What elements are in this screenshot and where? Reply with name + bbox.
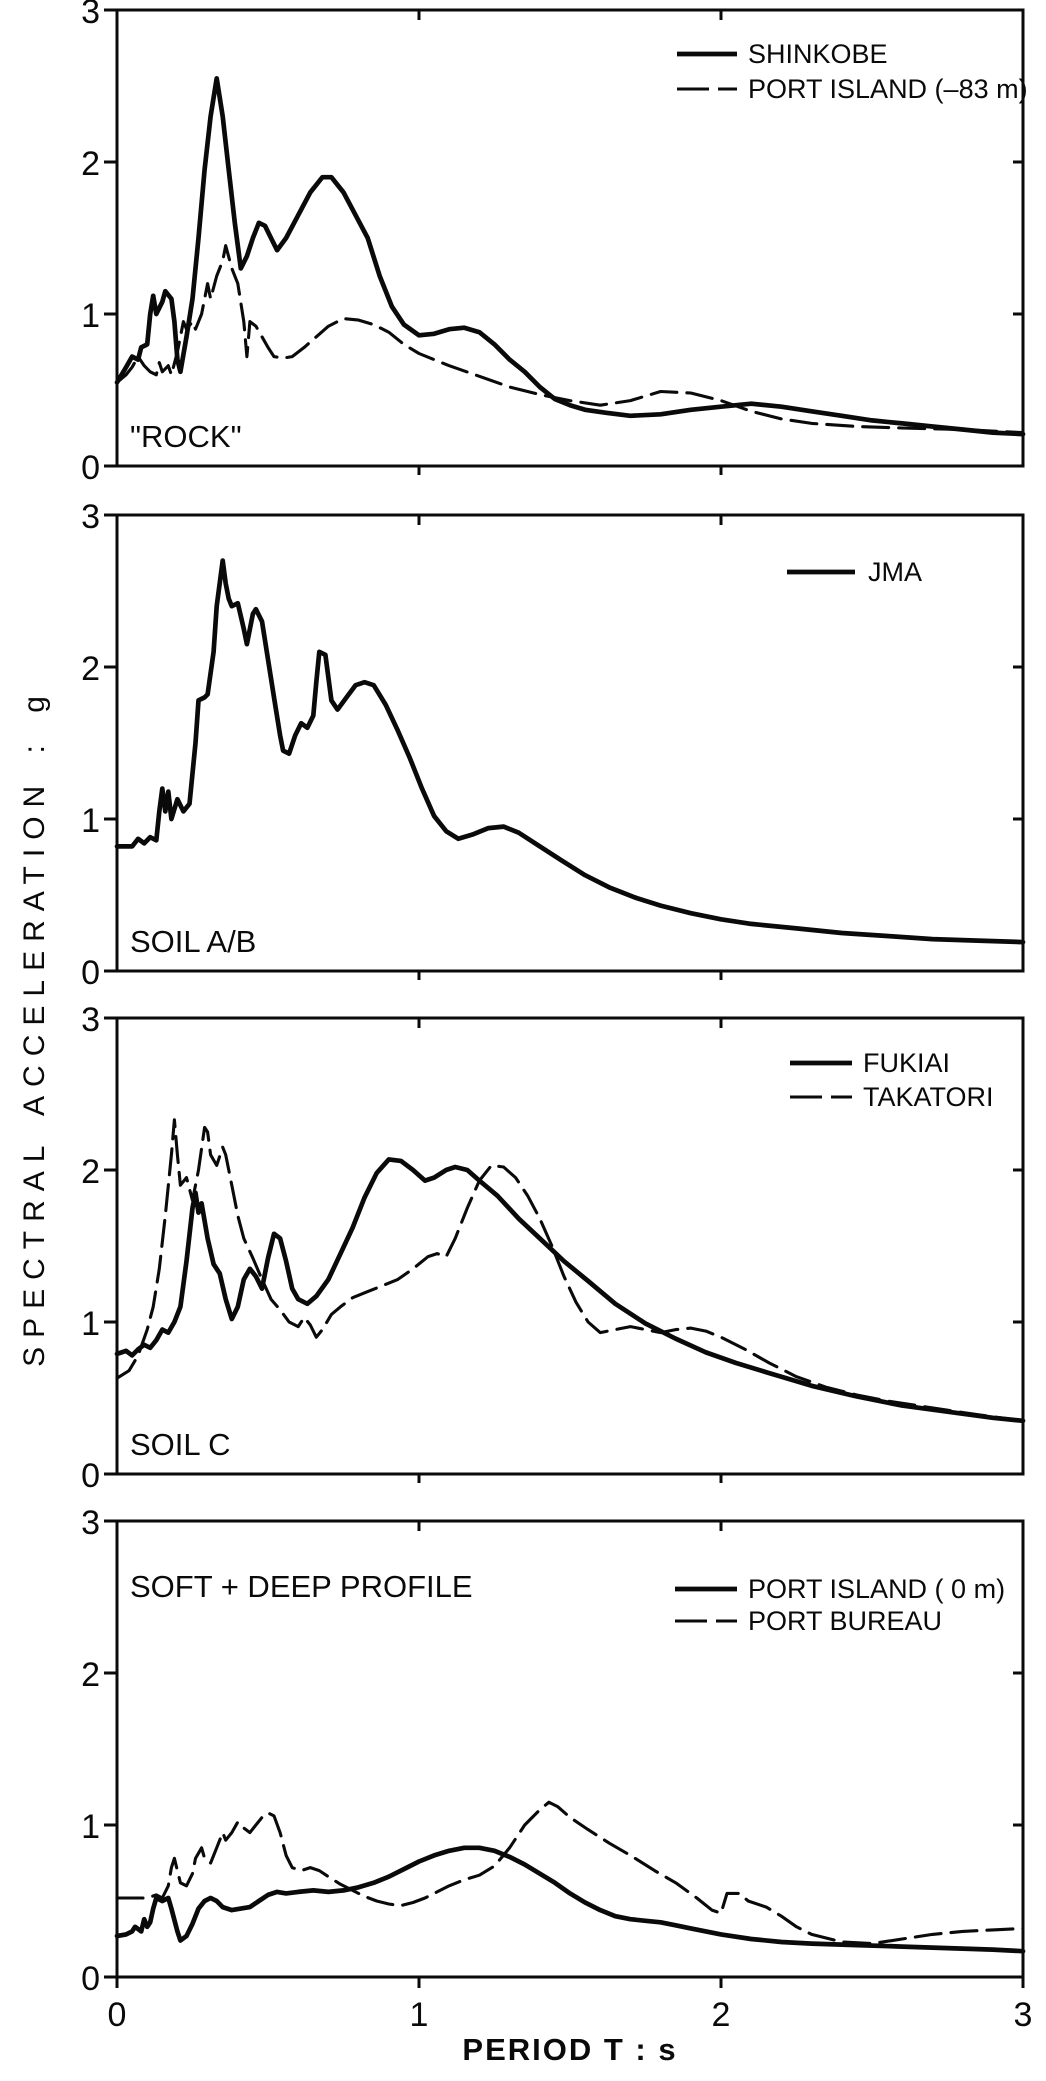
x-tick-label: 1 xyxy=(409,1996,429,2034)
panel-1 xyxy=(81,0,1028,487)
y-tick-label: 1 xyxy=(81,297,100,335)
series-SHINKOBE xyxy=(117,78,1023,434)
legend-label-JMA: JMA xyxy=(868,557,922,587)
y-tick-label: 3 xyxy=(81,0,100,31)
y-tick-label: 2 xyxy=(81,145,100,183)
panel-label: SOFT + DEEP PROFILE xyxy=(130,1569,473,1604)
y-tick-label: 2 xyxy=(81,1153,100,1191)
x-tick-label: 3 xyxy=(1013,1996,1033,2034)
y-tick-label: 2 xyxy=(81,1656,100,1694)
panel-3 xyxy=(81,1001,1023,1495)
legend-label-PORT ISLAND ( 0 m): PORT ISLAND ( 0 m) xyxy=(748,1574,1006,1604)
y-tick-label: 3 xyxy=(81,1504,100,1542)
legend-label-PORT ISLAND (–83 m): PORT ISLAND (–83 m) xyxy=(748,74,1028,104)
panel-2 xyxy=(81,498,1023,992)
x-axis-title: PERIOD T : s xyxy=(462,2032,678,2067)
series-PORT BUREAU xyxy=(117,1802,1023,1943)
panel-label: "ROCK" xyxy=(130,419,242,454)
y-tick-label: 1 xyxy=(81,1808,100,1846)
panel-4 xyxy=(81,1504,1032,2034)
legend-label-FUKIAI: FUKIAI xyxy=(863,1048,951,1078)
legend-label-SHINKOBE: SHINKOBE xyxy=(748,39,888,69)
panel-label: SOIL A/B xyxy=(130,924,257,959)
y-tick-label: 0 xyxy=(81,1960,100,1998)
x-tick-label: 2 xyxy=(711,1996,731,2034)
y-tick-label: 1 xyxy=(81,802,100,840)
y-tick-label: 0 xyxy=(81,449,100,487)
y-tick-label: 3 xyxy=(81,1001,100,1039)
y-tick-label: 3 xyxy=(81,498,100,536)
y-axis-title: SPECTRAL ACCELERATION : g xyxy=(18,687,51,1367)
y-tick-label: 0 xyxy=(81,954,100,992)
y-tick-label: 0 xyxy=(81,1457,100,1495)
y-tick-label: 2 xyxy=(81,650,100,688)
legend-label-TAKATORI: TAKATORI xyxy=(863,1082,994,1112)
panel-label: SOIL C xyxy=(130,1427,231,1462)
y-tick-label: 1 xyxy=(81,1305,100,1343)
legend-label-PORT BUREAU: PORT BUREAU xyxy=(748,1606,943,1636)
x-tick-label: 0 xyxy=(107,1996,127,2034)
series-JMA xyxy=(117,561,1023,943)
series-PORT ISLAND ( 0 m) xyxy=(117,1848,1023,1951)
